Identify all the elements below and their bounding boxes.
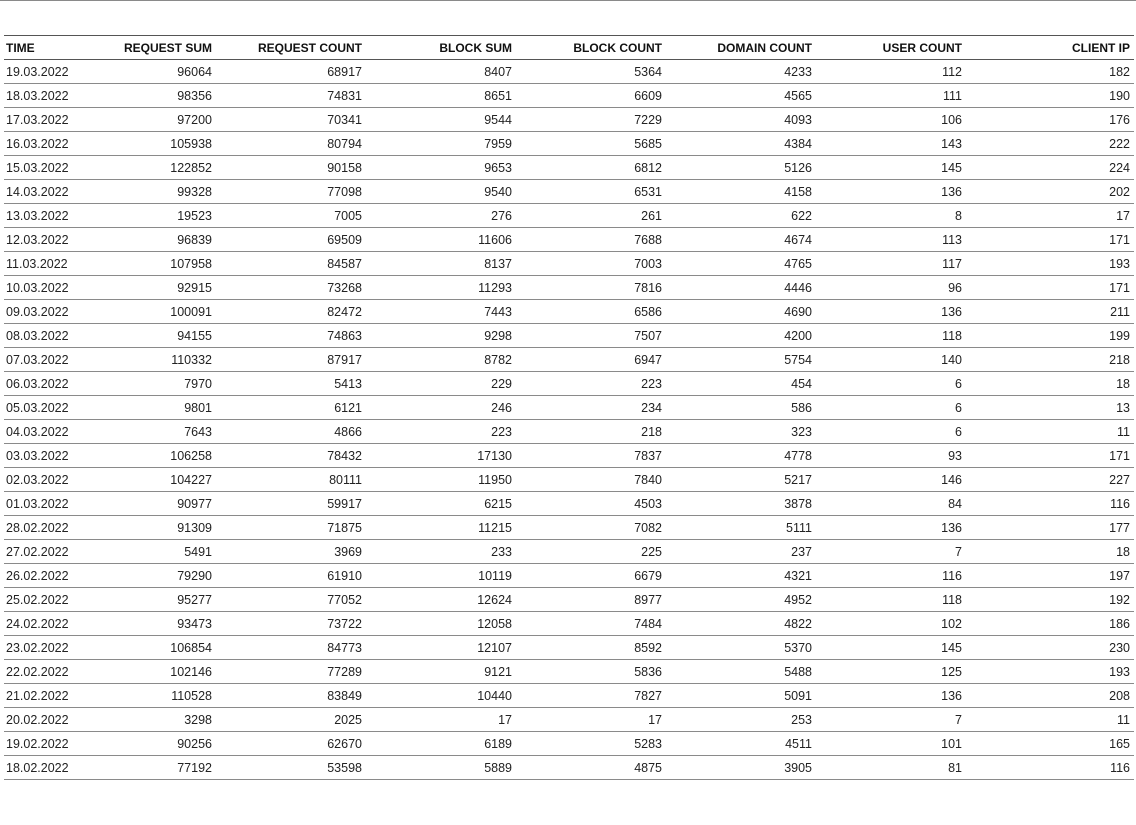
cell-block-sum: 8407 (484, 64, 512, 79)
cell-client-ip: 186 (1109, 616, 1130, 631)
cell-request-sum: 96064 (177, 64, 212, 79)
cell-domain-count: 4822 (784, 616, 812, 631)
cell-client-ip: 192 (1109, 592, 1130, 607)
cell-request-count: 82472 (327, 304, 362, 319)
cell-time: 24.02.2022 (6, 616, 69, 631)
cell-request-count: 6121 (334, 400, 362, 415)
cell-request-sum: 122852 (170, 160, 212, 175)
cell-time: 19.03.2022 (6, 64, 69, 79)
cell-domain-count: 4565 (784, 88, 812, 103)
cell-block-sum: 17130 (477, 448, 512, 463)
cell-block-count: 7816 (634, 280, 662, 295)
cell-block-count: 6812 (634, 160, 662, 175)
cell-client-ip: 171 (1109, 232, 1130, 247)
cell-block-count: 7688 (634, 232, 662, 247)
cell-block-count: 223 (641, 376, 662, 391)
cell-block-sum: 233 (491, 544, 512, 559)
cell-request-count: 4866 (334, 424, 362, 439)
cell-request-count: 83849 (327, 688, 362, 703)
cell-request-count: 77098 (327, 184, 362, 199)
cell-client-ip: 17 (1116, 208, 1130, 223)
cell-time: 20.02.2022 (6, 712, 69, 727)
cell-request-count: 80794 (327, 136, 362, 151)
cell-time: 16.03.2022 (6, 136, 69, 151)
cell-domain-count: 454 (791, 376, 812, 391)
cell-time: 07.03.2022 (6, 352, 69, 367)
stats-table (4, 35, 1134, 780)
cell-domain-count: 4384 (784, 136, 812, 151)
cell-block-sum: 11606 (478, 232, 512, 247)
cell-domain-count: 4778 (784, 448, 812, 463)
cell-request-count: 78432 (327, 448, 362, 463)
cell-block-count: 4503 (634, 496, 662, 511)
cell-request-count: 7005 (334, 208, 362, 223)
cell-user-count: 143 (941, 136, 962, 151)
cell-time: 10.03.2022 (6, 280, 69, 295)
table-header (4, 36, 1134, 60)
cell-domain-count: 4674 (784, 232, 812, 247)
cell-block-sum: 11950 (478, 472, 512, 487)
cell-block-sum: 9540 (484, 184, 512, 199)
cell-block-sum: 10440 (477, 688, 512, 703)
cell-request-sum: 3298 (184, 712, 212, 727)
cell-block-sum: 246 (491, 400, 512, 415)
cell-block-count: 5685 (634, 136, 662, 151)
column-header-block-count: BLOCK COUNT (573, 40, 662, 55)
cell-request-count: 62670 (327, 736, 362, 751)
table-row (4, 276, 1134, 300)
cell-request-count: 5413 (334, 376, 362, 391)
cell-request-sum: 99328 (177, 184, 212, 199)
cell-block-sum: 9544 (484, 112, 512, 127)
cell-domain-count: 4511 (785, 736, 812, 751)
cell-request-sum: 100091 (170, 304, 212, 319)
cell-request-sum: 7643 (184, 424, 212, 439)
cell-request-sum: 106854 (170, 640, 212, 655)
cell-client-ip: 222 (1109, 136, 1130, 151)
cell-block-sum: 7443 (484, 304, 512, 319)
cell-domain-count: 5754 (784, 352, 812, 367)
cell-client-ip: 171 (1109, 280, 1130, 295)
table-row (4, 732, 1134, 756)
cell-request-sum: 90256 (177, 736, 212, 751)
cell-request-sum: 106258 (170, 448, 212, 463)
column-header-user-count: USER COUNT (882, 40, 962, 55)
cell-domain-count: 3905 (784, 760, 812, 775)
cell-request-sum: 102146 (170, 664, 212, 679)
cell-domain-count: 3878 (784, 496, 812, 511)
column-header-request-count: REQUEST COUNT (257, 40, 362, 55)
cell-request-sum: 5491 (184, 544, 212, 559)
cell-request-count: 68917 (327, 64, 362, 79)
cell-time: 14.03.2022 (6, 184, 69, 199)
table-row (4, 180, 1134, 204)
cell-time: 19.02.2022 (6, 736, 69, 751)
cell-time: 08.03.2022 (6, 328, 69, 343)
cell-time: 21.02.2022 (6, 688, 69, 703)
table-row (4, 684, 1134, 708)
cell-client-ip: 202 (1109, 184, 1130, 199)
cell-user-count: 136 (941, 184, 962, 199)
cell-block-count: 7827 (634, 688, 662, 703)
cell-block-count: 5836 (634, 664, 662, 679)
cell-client-ip: 165 (1109, 736, 1130, 751)
table-row (4, 396, 1134, 420)
cell-domain-count: 4200 (784, 328, 812, 343)
cell-domain-count: 586 (791, 400, 812, 415)
cell-request-count: 71875 (327, 520, 362, 535)
cell-request-count: 61910 (327, 568, 362, 583)
cell-domain-count: 4158 (784, 184, 812, 199)
cell-user-count: 116 (942, 568, 962, 583)
cell-block-sum: 7959 (484, 136, 512, 151)
cell-block-sum: 6189 (484, 736, 512, 751)
cell-user-count: 8 (955, 208, 962, 223)
cell-block-sum: 12058 (477, 616, 512, 631)
cell-user-count: 136 (941, 304, 962, 319)
cell-user-count: 84 (948, 496, 962, 511)
cell-client-ip: 224 (1109, 160, 1130, 175)
cell-request-count: 53598 (327, 760, 362, 775)
cell-request-count: 84587 (327, 256, 362, 271)
table-row (4, 420, 1134, 444)
cell-client-ip: 211 (1110, 304, 1130, 319)
cell-block-count: 7837 (634, 448, 662, 463)
cell-user-count: 117 (942, 256, 962, 271)
cell-request-count: 73722 (327, 616, 362, 631)
cell-time: 25.02.2022 (6, 592, 69, 607)
stats-table-container (4, 35, 1134, 780)
cell-domain-count: 4321 (784, 568, 812, 583)
table-row (4, 564, 1134, 588)
column-header-client-ip: CLIENT IP (1071, 40, 1130, 55)
cell-user-count: 140 (941, 352, 962, 367)
cell-block-count: 17 (648, 712, 662, 727)
cell-user-count: 136 (941, 520, 962, 535)
cell-time: 11.03.2022 (6, 256, 68, 271)
cell-client-ip: 199 (1109, 328, 1130, 343)
cell-block-sum: 276 (491, 208, 512, 223)
table-row (4, 60, 1134, 84)
cell-request-sum: 19523 (177, 208, 212, 223)
cell-request-count: 74863 (327, 328, 362, 343)
cell-request-sum: 9801 (184, 400, 212, 415)
cell-domain-count: 4233 (784, 64, 812, 79)
cell-block-sum: 10119 (478, 568, 512, 583)
cell-client-ip: 208 (1109, 688, 1130, 703)
cell-client-ip: 18 (1116, 376, 1130, 391)
cell-block-count: 5283 (634, 736, 662, 751)
cell-time: 26.02.2022 (6, 568, 69, 583)
column-header-time: TIME (6, 40, 35, 55)
cell-client-ip: 197 (1109, 568, 1130, 583)
cell-request-sum: 77192 (177, 760, 212, 775)
cell-domain-count: 5370 (784, 640, 812, 655)
table-row (4, 228, 1134, 252)
cell-request-sum: 93473 (177, 616, 212, 631)
column-header-request-sum: REQUEST SUM (123, 40, 212, 55)
cell-request-sum: 110332 (171, 352, 212, 367)
cell-user-count: 111 (942, 88, 962, 103)
cell-client-ip: 176 (1109, 112, 1130, 127)
cell-user-count: 106 (941, 112, 962, 127)
cell-time: 18.02.2022 (6, 760, 69, 775)
table-body (4, 60, 1134, 780)
cell-request-sum: 110528 (171, 688, 212, 703)
cell-user-count: 6 (955, 400, 962, 415)
cell-client-ip: 116 (1110, 760, 1130, 775)
cell-user-count: 7 (955, 544, 962, 559)
table-row (4, 756, 1134, 780)
cell-user-count: 118 (942, 328, 962, 343)
cell-block-sum: 12624 (477, 592, 512, 607)
cell-user-count: 93 (948, 448, 962, 463)
table-row (4, 204, 1134, 228)
cell-domain-count: 253 (791, 712, 812, 727)
cell-request-sum: 107958 (170, 256, 212, 271)
cell-block-count: 6586 (634, 304, 662, 319)
cell-block-sum: 12107 (477, 640, 512, 655)
table-row (4, 468, 1134, 492)
cell-block-count: 8977 (634, 592, 662, 607)
cell-block-sum: 223 (491, 424, 512, 439)
table-row (4, 348, 1134, 372)
table-row (4, 540, 1134, 564)
cell-request-count: 87917 (327, 352, 362, 367)
cell-user-count: 125 (941, 664, 962, 679)
cell-request-sum: 96839 (177, 232, 212, 247)
cell-block-count: 261 (641, 208, 662, 223)
cell-time: 04.03.2022 (6, 424, 69, 439)
cell-domain-count: 622 (791, 208, 812, 223)
cell-domain-count: 4690 (784, 304, 812, 319)
cell-user-count: 6 (955, 424, 962, 439)
cell-block-sum: 8651 (484, 88, 512, 103)
cell-client-ip: 116 (1110, 496, 1130, 511)
cell-request-sum: 98356 (177, 88, 212, 103)
cell-domain-count: 4093 (784, 112, 812, 127)
cell-client-ip: 218 (1109, 352, 1130, 367)
cell-time: 12.03.2022 (6, 232, 69, 247)
cell-request-sum: 105938 (170, 136, 212, 151)
cell-block-sum: 229 (491, 376, 512, 391)
table-row (4, 660, 1134, 684)
cell-time: 23.02.2022 (6, 640, 69, 655)
cell-request-sum: 94155 (177, 328, 212, 343)
table-row (4, 444, 1134, 468)
cell-block-count: 218 (641, 424, 662, 439)
cell-time: 01.03.2022 (6, 496, 69, 511)
cell-request-count: 59917 (327, 496, 362, 511)
cell-client-ip: 177 (1109, 520, 1130, 535)
cell-domain-count: 5091 (784, 688, 812, 703)
cell-request-sum: 97200 (177, 112, 212, 127)
cell-user-count: 118 (942, 592, 962, 607)
cell-block-count: 7003 (634, 256, 662, 271)
cell-client-ip: 171 (1109, 448, 1130, 463)
cell-time: 05.03.2022 (6, 400, 69, 415)
cell-domain-count: 5488 (784, 664, 812, 679)
cell-request-sum: 92915 (177, 280, 212, 295)
cell-block-sum: 9653 (484, 160, 512, 175)
cell-time: 06.03.2022 (6, 376, 69, 391)
table-row (4, 84, 1134, 108)
table-row (4, 156, 1134, 180)
cell-block-sum: 11215 (478, 520, 512, 535)
cell-block-count: 225 (641, 544, 662, 559)
table-row (4, 492, 1134, 516)
cell-request-count: 84773 (327, 640, 362, 655)
cell-block-count: 234 (641, 400, 662, 415)
table-row (4, 108, 1134, 132)
cell-domain-count: 5217 (784, 472, 812, 487)
cell-user-count: 112 (942, 64, 962, 79)
cell-domain-count: 5126 (784, 160, 812, 175)
header-row (4, 36, 1134, 60)
cell-block-count: 7082 (634, 520, 662, 535)
cell-time: 18.03.2022 (6, 88, 69, 103)
table-row (4, 132, 1134, 156)
cell-user-count: 145 (941, 160, 962, 175)
cell-time: 03.03.2022 (6, 448, 69, 463)
cell-client-ip: 182 (1109, 64, 1130, 79)
cell-block-sum: 9121 (484, 664, 512, 679)
cell-request-count: 2025 (334, 712, 362, 727)
cell-request-count: 73268 (327, 280, 362, 295)
cell-block-sum: 6215 (484, 496, 512, 511)
table-row (4, 516, 1134, 540)
cell-block-count: 7507 (634, 328, 662, 343)
cell-request-sum: 7970 (184, 376, 212, 391)
cell-block-count: 6947 (634, 352, 662, 367)
cell-time: 09.03.2022 (6, 304, 69, 319)
cell-request-count: 77052 (327, 592, 362, 607)
cell-request-sum: 90977 (177, 496, 212, 511)
cell-block-sum: 17 (498, 712, 512, 727)
table-row (4, 252, 1134, 276)
cell-client-ip: 193 (1109, 256, 1130, 271)
cell-block-count: 7840 (634, 472, 662, 487)
cell-user-count: 102 (941, 616, 962, 631)
column-header-block-sum: BLOCK SUM (439, 40, 512, 55)
cell-user-count: 146 (941, 472, 962, 487)
cell-client-ip: 11 (1117, 424, 1130, 439)
table-row (4, 636, 1134, 660)
table-row (4, 708, 1134, 732)
cell-request-sum: 79290 (177, 568, 212, 583)
cell-block-sum: 9298 (484, 328, 512, 343)
cell-block-count: 6609 (634, 88, 662, 103)
cell-request-count: 69509 (327, 232, 362, 247)
cell-client-ip: 11 (1117, 712, 1130, 727)
cell-user-count: 81 (948, 760, 962, 775)
cell-request-count: 70341 (327, 112, 362, 127)
cell-time: 28.02.2022 (6, 520, 69, 535)
cell-time: 13.03.2022 (6, 208, 69, 223)
cell-block-count: 5364 (634, 64, 662, 79)
cell-time: 02.03.2022 (6, 472, 69, 487)
cell-client-ip: 190 (1109, 88, 1130, 103)
cell-block-count: 7229 (634, 112, 662, 127)
cell-block-count: 6679 (634, 568, 662, 583)
cell-request-sum: 91309 (177, 520, 212, 535)
cell-domain-count: 323 (791, 424, 812, 439)
table-row (4, 588, 1134, 612)
table-row (4, 372, 1134, 396)
cell-client-ip: 18 (1116, 544, 1130, 559)
column-header-domain-count: DOMAIN COUNT (717, 40, 812, 55)
cell-client-ip: 227 (1109, 472, 1130, 487)
cell-domain-count: 237 (791, 544, 812, 559)
cell-user-count: 136 (941, 688, 962, 703)
cell-client-ip: 193 (1109, 664, 1130, 679)
cell-user-count: 101 (941, 736, 962, 751)
cell-block-count: 6531 (634, 184, 662, 199)
cell-time: 17.03.2022 (6, 112, 69, 127)
top-divider (0, 0, 1136, 1)
cell-user-count: 145 (941, 640, 962, 655)
cell-client-ip: 13 (1116, 400, 1130, 415)
cell-domain-count: 4765 (784, 256, 812, 271)
cell-time: 15.03.2022 (6, 160, 69, 175)
cell-block-sum: 8137 (484, 256, 512, 271)
cell-block-sum: 8782 (484, 352, 512, 367)
cell-request-count: 77289 (327, 664, 362, 679)
cell-block-count: 7484 (634, 616, 662, 631)
cell-domain-count: 4446 (784, 280, 812, 295)
cell-user-count: 96 (948, 280, 962, 295)
cell-user-count: 113 (942, 232, 962, 247)
cell-request-count: 80111 (329, 472, 362, 487)
cell-domain-count: 4952 (784, 592, 812, 607)
table-row (4, 300, 1134, 324)
table-row (4, 324, 1134, 348)
cell-domain-count: 5111 (786, 520, 812, 535)
cell-request-sum: 104227 (170, 472, 212, 487)
cell-client-ip: 230 (1109, 640, 1130, 655)
cell-request-count: 3969 (334, 544, 362, 559)
cell-user-count: 6 (955, 376, 962, 391)
cell-block-sum: 5889 (484, 760, 512, 775)
cell-request-count: 74831 (327, 88, 362, 103)
table-row (4, 612, 1134, 636)
cell-block-count: 4875 (634, 760, 662, 775)
cell-request-count: 90158 (327, 160, 362, 175)
cell-block-count: 8592 (634, 640, 662, 655)
cell-time: 22.02.2022 (6, 664, 69, 679)
cell-request-sum: 95277 (177, 592, 212, 607)
cell-time: 27.02.2022 (6, 544, 69, 559)
cell-block-sum: 11293 (478, 280, 512, 295)
cell-user-count: 7 (955, 712, 962, 727)
